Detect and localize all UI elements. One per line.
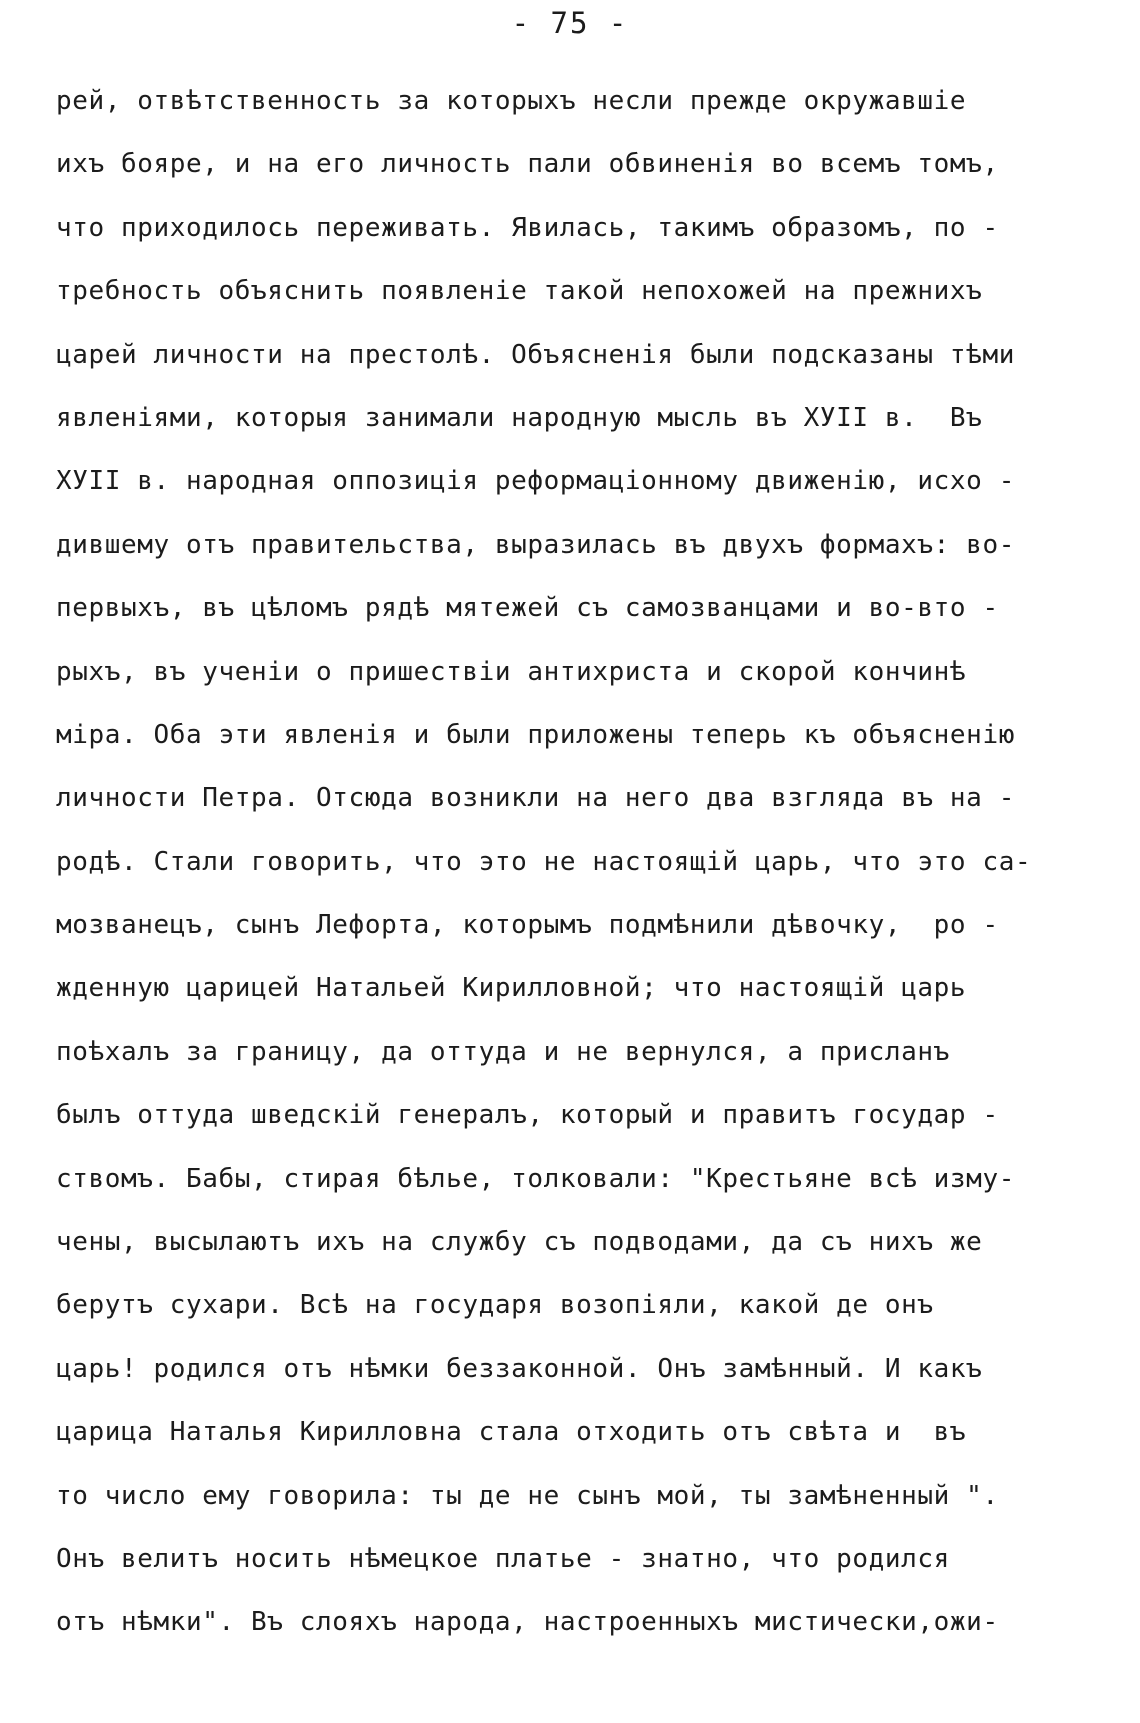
text-line-11: міра. Оба эти явленія и были приложены теперь къ объясненію bbox=[56, 719, 1015, 750]
text-line-14: мозванецъ, сынъ Лефорта, которымъ подмѣнили дѣвочку, ро - bbox=[56, 910, 999, 941]
text-line-19: чены, высылаютъ ихъ на службу съ подводами, да съ нихъ же bbox=[56, 1227, 983, 1258]
text-line-10: рыхъ, въ ученіи о пришествіи антихриста и скорой кончинѣ bbox=[56, 656, 967, 687]
text-line-6: явленіями, которыя занимали народную мысль въ ХУII в. Въ bbox=[56, 402, 983, 433]
text-line-18: ствомъ. Бабы, стирая бѣлье, толковали: "Крестьяне всѣ изму- bbox=[56, 1163, 1015, 1194]
text-line-13: родѣ. Стали говорить, что это не настоящій царь, что это са- bbox=[56, 846, 1032, 877]
text-line-8: дившему отъ правительства, выразилась въ двухъ формахъ: во- bbox=[56, 529, 1015, 560]
text-line-12: личности Петра. Отсюда возникли на него два взгляда въ на - bbox=[56, 783, 1015, 814]
text-line-25: отъ нѣмки". Въ слояхъ народа, настроенныхъ мистически,ожи- bbox=[56, 1607, 999, 1638]
text-line-4: требность объяснить появленіе такой непохожей на прежнихъ bbox=[56, 276, 983, 307]
body-text bbox=[56, 70, 1126, 1655]
text-line-7: ХУII в. народная оппозиція реформаціонному движенію, исхо - bbox=[56, 466, 1015, 497]
text-line-20: берутъ сухари. Всѣ на государя возопіяли, какой де онъ bbox=[56, 1290, 934, 1321]
text-line-9: первыхъ, въ цѣломъ рядѣ мятежей съ самозванцами и во-вто - bbox=[56, 593, 999, 624]
text-line-23: то число ему говорила: ты де не сынъ мой, ты замѣненный ". bbox=[56, 1480, 999, 1511]
text-line-24: Онъ велитъ носить нѣмецкое платье - знатно, что родился bbox=[56, 1543, 950, 1574]
text-line-2: ихъ бояре, и на его личность пали обвиненія во всемъ томъ, bbox=[56, 149, 999, 180]
text-line-22: царица Наталья Кирилловна стала отходить отъ свѣта и въ bbox=[56, 1417, 967, 1448]
text-line-17: былъ оттуда шведскій генералъ, который и правитъ государ - bbox=[56, 1100, 999, 1131]
text-line-16: поѣхалъ за границу, да оттуда и не вернулся, а присланъ bbox=[56, 1036, 950, 1067]
text-line-1: рей, отвѣтственность за которыхъ несли прежде окружавшіе bbox=[56, 86, 967, 116]
text-line-21: царь! родился отъ нѣмки беззаконной. Онъ замѣнный. И какъ bbox=[56, 1353, 983, 1384]
text-line-15: жденную царицей Натальей Кирилловной; что настоящій царь bbox=[56, 973, 967, 1004]
page-number: - 75 - bbox=[511, 6, 629, 40]
text-line-3: что приходилось переживать. Явилась, такимъ образомъ, по - bbox=[56, 212, 999, 243]
text-line-5: царей личности на престолѣ. Объясненія были подсказаны тѣми bbox=[56, 339, 1015, 370]
